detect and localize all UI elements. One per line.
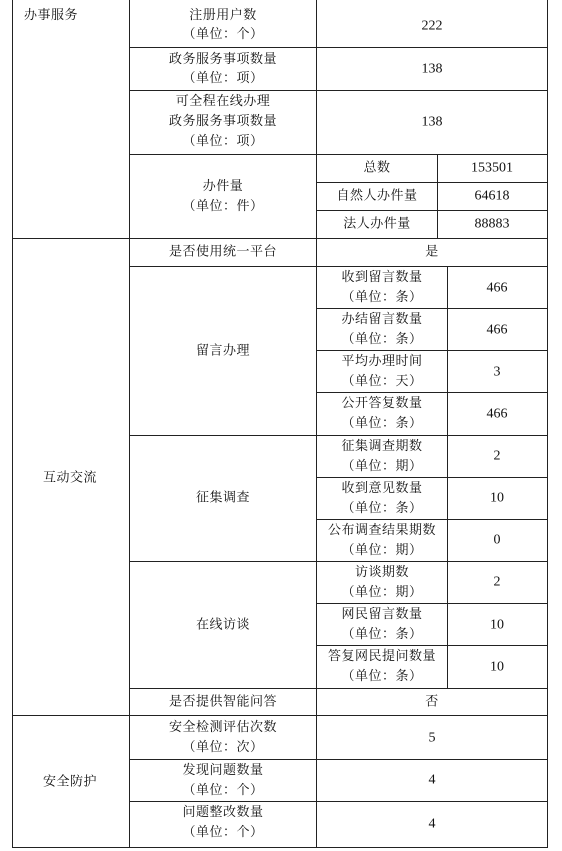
interview-periods-unit: （单位：期） xyxy=(341,585,423,600)
survey-opinions-unit: （单位：条） xyxy=(341,501,423,516)
full-online-value: 138 xyxy=(421,114,443,130)
full-online-unit: （单位：项） xyxy=(182,134,264,149)
survey-result-periods-unit: （单位：期） xyxy=(341,543,423,558)
messages-closed-unit: （单位：条） xyxy=(341,332,423,347)
messages-received-unit: （单位：条） xyxy=(341,290,423,305)
survey-result-periods-value: 0 xyxy=(493,532,501,548)
messages-group-label: 留言办理 xyxy=(195,343,251,359)
interview-messages-value: 10 xyxy=(490,617,504,633)
cases-total-value: 153501 xyxy=(471,160,513,176)
survey-periods-value: 2 xyxy=(493,448,501,464)
messages-avg-time-label: 平均办理时间 xyxy=(341,354,423,369)
smart-qa-label: 是否提供智能问答 xyxy=(168,694,278,710)
messages-received-value: 466 xyxy=(486,280,508,296)
assessments-unit: （单位：次） xyxy=(182,740,264,755)
registered-users-unit: （单位：个） xyxy=(182,27,264,42)
service-items-label: 政务服务事项数量 xyxy=(168,52,278,67)
messages-received-label: 收到留言数量 xyxy=(341,270,423,285)
messages-avg-time-value: 3 xyxy=(493,364,501,380)
cases-natural-label: 自然人办件量 xyxy=(336,188,418,204)
full-online-label-1: 可全程在线办理 xyxy=(175,94,271,109)
cases-total-label: 总数 xyxy=(363,160,391,176)
messages-public-unit: （单位：条） xyxy=(341,416,423,431)
interview-answers-value: 10 xyxy=(490,659,504,675)
unified-platform-label: 是否使用统一平台 xyxy=(168,244,278,260)
messages-public-label: 公开答复数量 xyxy=(341,396,423,411)
interview-messages-unit: （单位：条） xyxy=(341,627,423,642)
full-online-label-2: 政务服务事项数量 xyxy=(168,114,278,129)
smart-qa-value: 否 xyxy=(425,694,439,710)
issues-found-unit: （单位：个） xyxy=(182,783,264,798)
survey-periods-unit: （单位：期） xyxy=(341,459,423,474)
cases-natural-value: 64618 xyxy=(474,188,510,204)
interview-answers-label: 答复网民提问数量 xyxy=(327,649,437,664)
cases-legal-label: 法人办件量 xyxy=(343,216,411,232)
messages-public-value: 466 xyxy=(486,406,508,422)
survey-periods-label: 征集调查期数 xyxy=(341,439,423,454)
assessments-value: 5 xyxy=(428,730,436,746)
messages-closed-value: 466 xyxy=(486,322,508,338)
survey-group-label: 征集调查 xyxy=(195,490,251,506)
interview-periods-label: 访谈期数 xyxy=(354,565,410,580)
interview-periods-value: 2 xyxy=(493,574,501,590)
survey-result-periods-label: 公布调查结果期数 xyxy=(327,523,437,538)
section-label-interaction: 互动交流 xyxy=(42,470,98,486)
registered-users-label: 注册用户数 xyxy=(189,8,257,23)
issues-fixed-value: 4 xyxy=(428,816,436,832)
issues-fixed-unit: （单位：个） xyxy=(182,825,264,840)
section-label-service: 办事服务 xyxy=(24,8,79,23)
issues-fixed-label: 问题整改数量 xyxy=(182,805,264,820)
assessments-label: 安全检测评估次数 xyxy=(168,720,278,735)
issues-found-value: 4 xyxy=(428,772,436,788)
registered-users-value: 222 xyxy=(421,18,443,34)
interview-group-label: 在线访谈 xyxy=(195,617,251,633)
issues-found-label: 发现问题数量 xyxy=(182,763,264,778)
survey-opinions-label: 收到意见数量 xyxy=(341,481,423,496)
service-items-value: 138 xyxy=(421,61,443,77)
interview-answers-unit: （单位：条） xyxy=(341,669,423,684)
messages-avg-time-unit: （单位：天） xyxy=(341,374,423,389)
interview-messages-label: 网民留言数量 xyxy=(341,607,423,622)
survey-opinions-value: 10 xyxy=(490,490,504,506)
section-label-security: 安全防护 xyxy=(42,774,98,790)
cases-label: 办件量 xyxy=(202,179,244,194)
service-items-unit: （单位：项） xyxy=(182,71,264,86)
cases-unit: （单位：件） xyxy=(182,199,264,214)
messages-closed-label: 办结留言数量 xyxy=(341,312,423,327)
unified-platform-value: 是 xyxy=(425,244,439,260)
cases-legal-value: 88883 xyxy=(474,216,510,232)
